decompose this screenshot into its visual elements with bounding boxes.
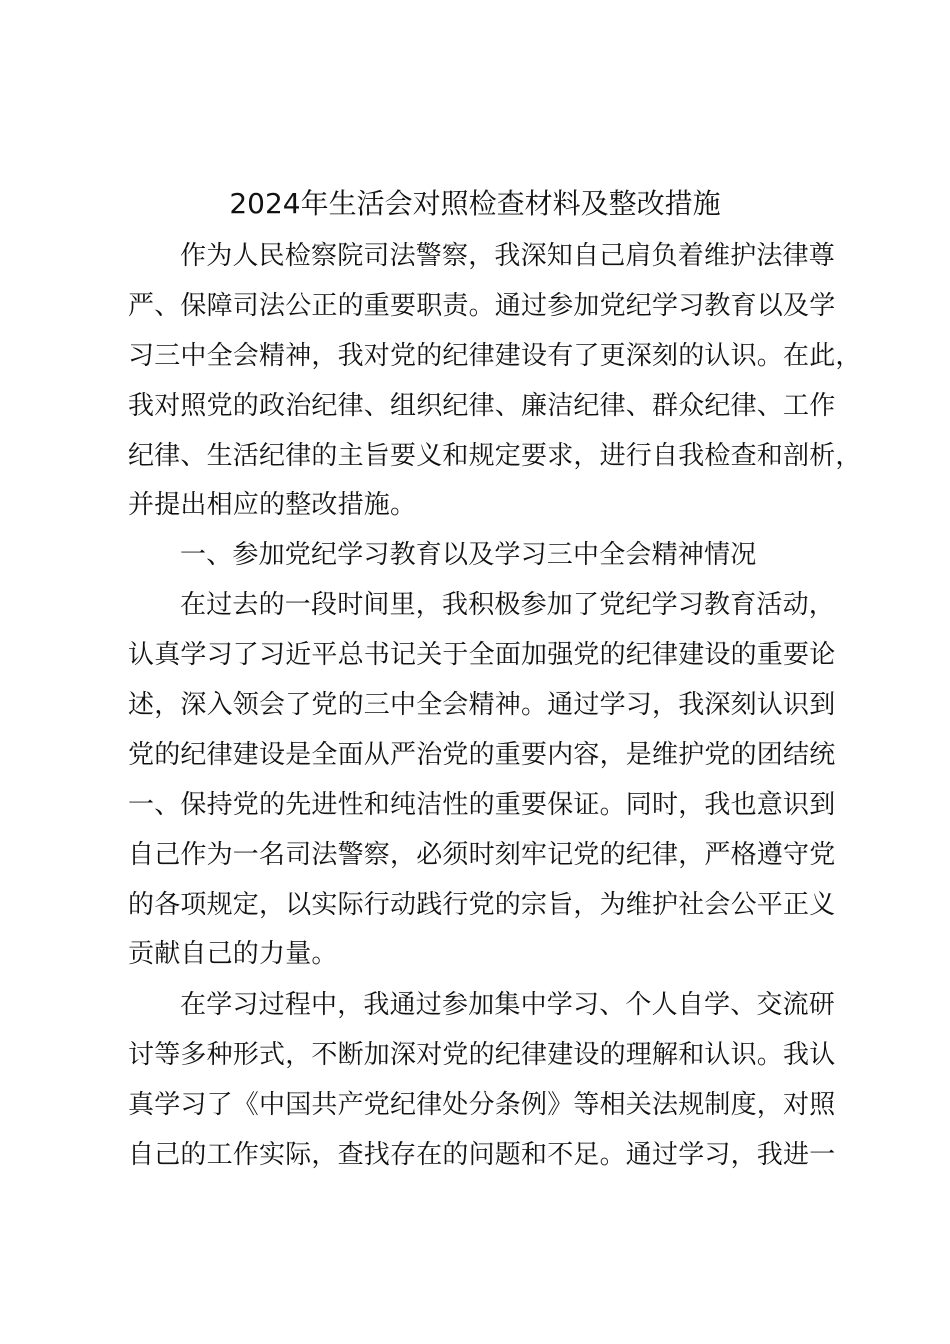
section-heading-1: 一、参加党纪学习教育以及学习三中全会精神情况 [180, 540, 757, 570]
paragraph-2-line-6: 自己作为一名司法警察，必须时刻牢记党的纪律，严格遵守党 [128, 840, 836, 870]
paragraph-2-line-1: 在过去的一段时间里，我积极参加了党纪学习教育活动， [180, 590, 836, 620]
paragraph-1-line-4: 我对照党的政治纪律、组织纪律、廉洁纪律、群众纪律、工作 [128, 391, 836, 421]
paragraph-2-line-2: 认真学习了习近平总书记关于全面加强党的纪律建设的重要论 [128, 640, 836, 670]
paragraph-2-line-4: 党的纪律建设是全面从严治党的重要内容，是维护党的团结统 [128, 740, 836, 770]
paragraph-1-line-1: 作为人民检察院司法警察，我深知自己肩负着维护法律尊 [180, 241, 836, 271]
paragraph-3-line-4: 自己的工作实际，查找存在的问题和不足。通过学习，我进一 [128, 1140, 836, 1170]
paragraph-1-line-3: 习三中全会精神，我对党的纪律建设有了更深刻的认识。在此， [128, 341, 862, 371]
paragraph-2-line-3: 述，深入领会了党的三中全会精神。通过学习，我深刻认识到 [128, 690, 836, 720]
paragraph-1-line-5: 纪律、生活纪律的主旨要义和规定要求，进行自我检查和剖析， [128, 441, 862, 471]
paragraph-3-line-3: 真学习了《中国共产党纪律处分条例》等相关法规制度，对照 [128, 1090, 836, 1120]
paragraph-3-line-1: 在学习过程中，我通过参加集中学习、个人自学、交流研 [180, 990, 836, 1020]
document-title: 2024年生活会对照检查材料及整改措施 [229, 187, 721, 220]
paragraph-2-line-5: 一、保持党的先进性和纯洁性的重要保证。同时，我也意识到 [128, 790, 836, 820]
paragraph-1-line-2: 严、保障司法公正的重要职责。通过参加党纪学习教育以及学 [128, 291, 836, 321]
paragraph-3-line-2: 讨等多种形式，不断加深对党的纪律建设的理解和认识。我认 [128, 1040, 836, 1070]
paragraph-2-line-7: 的各项规定，以实际行动践行党的宗旨，为维护社会公平正义 [128, 890, 836, 920]
paragraph-2-line-8: 贡献自己的力量。 [128, 939, 338, 969]
paragraph-1-line-6: 并提出相应的整改措施。 [128, 490, 417, 520]
